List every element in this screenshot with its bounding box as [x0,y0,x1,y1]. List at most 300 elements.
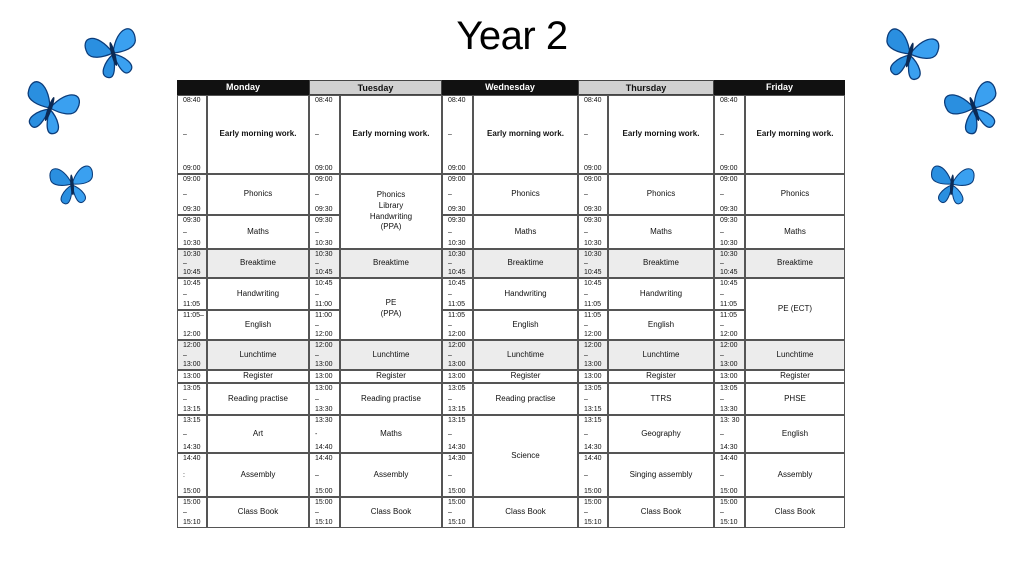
time-text: 13:05 [720,385,738,392]
time-text: 08:40 [448,97,466,104]
time-text: 09:30 [448,206,466,213]
time-text: – [720,430,724,438]
time-text: 14:30 [183,444,201,451]
time-cell [309,174,340,215]
time-cell [442,370,473,383]
time-text: 13:15 [584,406,602,413]
time-text: 11:05 [448,301,465,308]
time-cell [177,497,207,528]
time-text: 10:45 [584,280,602,287]
activity-early-morning-work: Early morning work. [745,95,845,174]
time-text: 09:00 [720,165,738,172]
time-text: – [183,260,187,267]
time-text: 09:30 [183,217,201,224]
activity-lunchtime: Lunchtime [608,340,714,370]
time-text: 13:00 [315,361,333,368]
time-text: 09:00 [584,176,602,183]
time-text: – [183,351,187,359]
time-text: 09:30 [315,217,333,224]
time-text: 12:00 [720,331,738,338]
time-cell [578,249,608,278]
activity-singing-assembly: Singing assembly [608,453,714,497]
time-text: – [584,131,588,138]
time-text: 15:10 [584,519,602,526]
time-cell [714,174,745,215]
butterfly-icon [46,158,98,210]
time-text: 09:00 [448,165,466,172]
time-text: – [183,191,187,198]
time-cell [309,383,340,415]
time-cell [578,95,608,174]
activity-early-morning-work: Early morning work. [473,95,578,174]
time-text: 12:00 [315,331,333,338]
time-text: – [183,131,187,138]
time-text: 13:00 [315,373,333,380]
time-text: – [584,228,588,236]
time-cell [177,370,207,383]
activity-phonics: Phonics [207,174,309,215]
time-text: 09:30 [448,217,466,224]
time-text: 12:00 [584,342,602,349]
time-text: 10:30 [315,251,333,258]
time-text: – [720,351,724,359]
activity-class-book: Class Book [340,497,442,528]
time-text: 13:05 [448,385,466,392]
time-text: – [315,290,319,298]
time-cell [578,310,608,340]
time-text: – [720,471,724,479]
time-text: 13:15 [448,406,466,413]
time-cell [177,340,207,370]
time-text: – [448,430,452,438]
time-text: 13:00 [584,361,602,368]
time-cell [578,497,608,528]
time-text: – [448,191,452,198]
time-text: 10:45 [315,269,333,276]
time-text: – [584,430,588,438]
activity-lunchtime: Lunchtime [340,340,442,370]
time-cell [714,95,745,174]
time-text: 11:05 [584,301,601,308]
time-text: – [315,191,319,198]
butterfly-icon [18,76,82,140]
time-text: – [315,260,319,267]
activity-phonics-library-handwriting-ppa: Phonics Library Handwriting (PPA) [340,174,442,249]
activity-art: Art [207,415,309,453]
time-text: 15:10 [448,519,466,526]
time-text: 12:00 [183,342,201,349]
time-cell [177,383,207,415]
time-text: 09:30 [584,217,602,224]
time-cell [578,215,608,249]
time-cell [578,415,608,453]
time-text: 11:00 [315,312,332,319]
time-text: 13:15 [584,417,602,424]
time-cell [578,174,608,215]
time-text: 10:30 [720,240,738,247]
time-text: 13:00 [448,373,466,380]
activity-register: Register [608,370,714,383]
activity-phonics: Phonics [608,174,714,215]
time-text: 15:00 [584,488,602,495]
activity-english: English [745,415,845,453]
activity-early-morning-work: Early morning work. [340,95,442,174]
time-cell [177,278,207,310]
time-text: 11:05 [584,312,601,319]
time-text: – [584,395,588,403]
time-text: 11:05 [448,312,465,319]
activity-class-book: Class Book [473,497,578,528]
day-header-monday: Monday [177,80,309,95]
time-text: 08:40 [584,97,602,104]
time-cell [177,453,207,497]
time-cell [309,310,340,340]
time-text: 12:00 [584,331,602,338]
time-cell [442,497,473,528]
time-cell [309,370,340,383]
time-text: 10:30 [448,251,466,258]
time-text: 09:00 [183,176,201,183]
time-text: – [315,509,319,516]
activity-class-book: Class Book [608,497,714,528]
time-cell [309,497,340,528]
time-text: 09:00 [584,165,602,172]
time-text: 10:30 [720,251,738,258]
time-text: – [720,321,724,329]
day-header-row [177,80,845,95]
time-cell [177,215,207,249]
time-text: 10:45 [448,269,466,276]
butterfly-icon [878,22,942,86]
time-cell [442,415,473,453]
time-cell [442,249,473,278]
time-text: 12:00 [448,331,466,338]
activity-breaktime: Breaktime [608,249,714,278]
time-cell [177,310,207,340]
time-text: 13:15 [183,417,201,424]
time-text: 09:30 [315,206,333,213]
activity-register: Register [340,370,442,383]
time-text: - [315,430,318,438]
activity-science: Science [473,415,578,497]
time-text: – [720,290,724,298]
time-text: 11:05 [720,301,737,308]
time-text: 13:30 [315,417,333,424]
time-cell [714,340,745,370]
time-text: – [584,351,588,359]
time-cell [714,370,745,383]
time-cell [578,340,608,370]
time-text: 09:30 [720,217,738,224]
time-cell [442,278,473,310]
time-text: – [315,395,319,403]
time-text: 14:40 [584,455,602,462]
time-text: – [720,191,724,198]
time-cell [309,215,340,249]
time-cell [442,340,473,370]
time-cell [309,415,340,453]
time-cell [578,370,608,383]
time-text: 14:30 [448,444,466,451]
time-text: 14:30 [448,455,466,462]
activity-assembly: Assembly [745,453,845,497]
activity-lunchtime: Lunchtime [745,340,845,370]
time-cell [714,497,745,528]
time-text: 10:45 [720,280,738,287]
activity-lunchtime: Lunchtime [207,340,309,370]
time-text: 10:30 [448,240,466,247]
time-text: – [183,228,187,236]
time-cell [309,249,340,278]
time-text: 15:00 [448,488,466,495]
time-text: 10:30 [584,251,602,258]
time-cell [442,383,473,415]
time-text: 10:45 [584,269,602,276]
activity-english: English [608,310,714,340]
time-text: – [315,471,319,479]
time-cell [442,95,473,174]
time-text: 09:00 [720,176,738,183]
time-text: 15:00 [720,499,738,506]
time-cell [714,278,745,310]
time-text: 09:00 [183,165,201,172]
time-text: – [183,430,187,438]
time-text: 12:00 [183,331,201,338]
activity-pe-ppa: PE (PPA) [340,278,442,340]
activity-register: Register [745,370,845,383]
page-title: Year 2 [456,14,568,58]
time-text: 11:00 [315,301,332,308]
activity-phonics: Phonics [473,174,578,215]
activity-maths: Maths [745,215,845,249]
time-text: – [183,395,187,403]
time-cell [309,278,340,310]
activity-handwriting: Handwriting [207,278,309,310]
time-text: 13:00 [183,361,201,368]
activity-class-book: Class Book [745,497,845,528]
time-text: 11:05 [720,312,737,319]
time-text: – [315,321,319,329]
time-text: 09:30 [584,206,602,213]
time-text: – [448,321,452,329]
activity-maths: Maths [473,215,578,249]
time-text: 13:00 [720,373,738,380]
time-text: 12:00 [720,342,738,349]
activity-handwriting: Handwriting [608,278,714,310]
time-text: : [183,471,185,479]
time-text: 08:40 [183,97,201,104]
time-text: – [315,351,319,359]
time-cell [714,383,745,415]
time-text: 09:30 [720,206,738,213]
time-text: 15:10 [720,519,738,526]
activity-early-morning-work: Early morning work. [207,95,309,174]
activity-reading-practise: Reading practise [473,383,578,415]
time-text: – [448,395,452,403]
time-text: 13:15 [183,406,201,413]
time-text: – [720,131,724,138]
time-cell [714,249,745,278]
activity-early-morning-work: Early morning work. [608,95,714,174]
day-header-thursday: Thursday [578,80,714,95]
time-text: – [448,131,452,138]
activity-maths: Maths [608,215,714,249]
time-text: 15:00 [720,488,738,495]
butterfly-icon [942,76,1006,140]
time-cell [578,453,608,497]
time-text: 13:30 [720,406,738,413]
time-text: 09:00 [448,176,466,183]
activity-breaktime: Breaktime [745,249,845,278]
activity-reading-practise: Reading practise [340,383,442,415]
time-cell [714,215,745,249]
time-text: – [584,321,588,329]
activity-class-book: Class Book [207,497,309,528]
time-cell [578,383,608,415]
time-cell [442,310,473,340]
activity-maths: Maths [340,415,442,453]
activity-breaktime: Breaktime [473,249,578,278]
time-text: 14:40 [720,455,738,462]
time-text: 15:00 [584,499,602,506]
butterfly-icon [82,22,144,84]
time-text: 10:45 [720,269,738,276]
timetable-grid [177,95,845,528]
time-text: 10:30 [315,240,333,247]
time-text: 08:40 [720,97,738,104]
time-text: – [720,395,724,403]
time-text: – [448,260,452,267]
time-cell [442,174,473,215]
time-cell [714,310,745,340]
time-cell [442,215,473,249]
time-cell [177,249,207,278]
time-cell [442,453,473,497]
time-cell [578,278,608,310]
time-text: – [183,509,187,516]
time-text: 15:00 [315,499,333,506]
time-text: 10:45 [183,280,201,287]
day-header-tuesday: Tuesday [309,80,442,95]
activity-pe-ect: PE (ECT) [745,278,845,340]
time-text: 13:00 [315,385,333,392]
time-text: – [448,509,452,516]
time-text: 10:30 [183,240,201,247]
time-text: – [584,191,588,198]
time-text: – [448,351,452,359]
activity-geography: Geography [608,415,714,453]
time-text: 09:00 [315,176,333,183]
activity-ttrs: TTRS [608,383,714,415]
time-text: 10:45 [183,269,201,276]
activity-lunchtime: Lunchtime [473,340,578,370]
time-text: – [720,260,724,267]
activity-english: English [473,310,578,340]
time-text: 09:00 [315,165,333,172]
time-text: 13:00 [584,373,602,380]
time-cell [309,340,340,370]
time-text: 10:45 [448,280,466,287]
time-text: 13:00 [183,373,201,380]
time-text: 15:00 [448,499,466,506]
time-text: 13:00 [720,361,738,368]
time-text: 12:00 [315,342,333,349]
time-text: 15:10 [315,519,333,526]
time-text: 13:05 [183,385,201,392]
time-text: 12:00 [448,342,466,349]
time-text: 14:40 [315,455,333,462]
time-text: – [720,228,724,236]
activity-phse: PHSE [745,383,845,415]
time-cell [177,415,207,453]
time-text: – [183,290,187,298]
time-cell [714,453,745,497]
time-text: 11:05– [183,312,204,319]
time-text: – [584,509,588,516]
activity-breaktime: Breaktime [340,249,442,278]
time-text: 09:30 [183,206,201,213]
time-text: – [584,260,588,267]
time-text: 11:05 [183,301,200,308]
time-text: 13:30 [315,406,333,413]
activity-maths: Maths [207,215,309,249]
time-text: – [720,509,724,516]
activity-english: English [207,310,309,340]
time-text: – [315,228,319,236]
time-text: 13:00 [448,361,466,368]
time-text: 10:30 [584,240,602,247]
activity-register: Register [207,370,309,383]
time-text: 10:45 [315,280,333,287]
activity-handwriting: Handwriting [473,278,578,310]
time-text: – [448,471,452,479]
activity-phonics: Phonics [745,174,845,215]
time-text: 13:05 [584,385,602,392]
time-cell [309,95,340,174]
time-text: – [448,228,452,236]
time-text: 15:00 [183,488,201,495]
day-header-friday: Friday [714,80,845,95]
time-text: 14:40 [315,444,333,451]
time-text: 10:30 [183,251,201,258]
time-cell [309,453,340,497]
time-text: – [584,471,588,479]
activity-breaktime: Breaktime [207,249,309,278]
time-text: 08:40 [315,97,333,104]
time-text: – [584,290,588,298]
time-cell [177,174,207,215]
time-text: – [448,290,452,298]
butterfly-icon [926,158,978,210]
timetable [177,80,845,528]
time-text: – [315,131,319,138]
time-cell [714,415,745,453]
time-text: 13: 30 [720,417,740,424]
time-text: 14:30 [584,444,602,451]
time-text: 13:15 [448,417,466,424]
time-text: 14:30 [720,444,738,451]
time-cell [177,95,207,174]
time-text: 14:40 [183,455,201,462]
time-text: 15:00 [183,499,201,506]
time-text: 15:10 [183,519,201,526]
activity-reading-practise: Reading practise [207,383,309,415]
activity-assembly: Assembly [340,453,442,497]
activity-register: Register [473,370,578,383]
day-header-wednesday: Wednesday [442,80,578,95]
time-text: 15:00 [315,488,333,495]
activity-assembly: Assembly [207,453,309,497]
